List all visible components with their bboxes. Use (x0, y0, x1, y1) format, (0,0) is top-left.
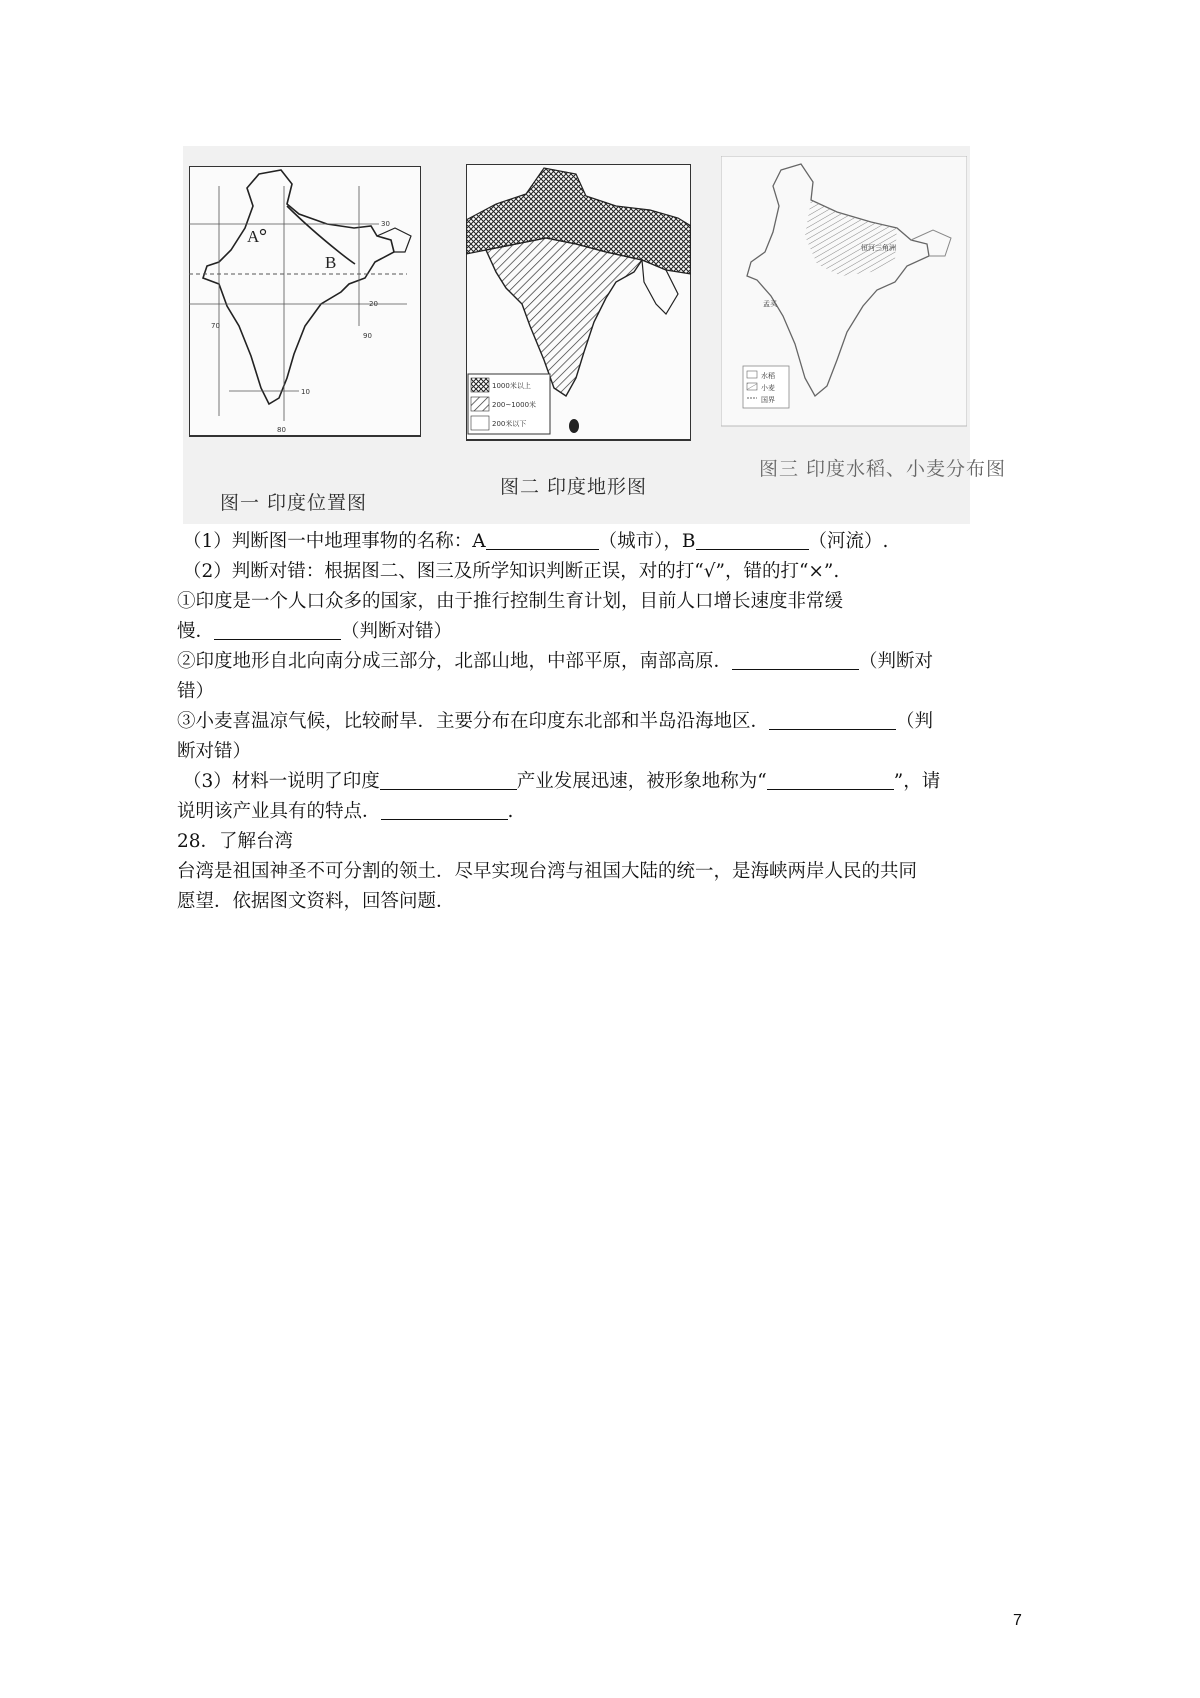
q28-title: 28．了解台湾 (177, 831, 294, 852)
answer-blank-b[interactable] (696, 528, 809, 550)
page-number: 7 (1013, 1612, 1022, 1629)
q3-part-a: （3）材料一说明了印度 (183, 771, 380, 792)
statement1-line2 (177, 617, 1033, 647)
q28-line2: 愿望．依据图文资料，回答问题． (177, 891, 455, 912)
q3-part-d: 说明该产业具有的特点． (177, 801, 381, 822)
q28-line1: 台湾是祖国神圣不可分割的领土．尽早实现台湾与祖国大陆的统一，是海峡两岸人民的共同 (177, 861, 918, 882)
statement2-line1 (177, 647, 1033, 677)
statement3-line1 (177, 707, 1033, 737)
map1-label-a: A (247, 227, 260, 246)
statement3-prefix: ③小麦喜温凉气候，比较耐旱．主要分布在印度东北部和半岛沿海地区． (177, 711, 770, 732)
q1-mid: （城市），B (598, 531, 696, 552)
answer-blank-statement3[interactable] (769, 708, 896, 730)
map1-tick-20: 20 (369, 300, 378, 308)
map3-caption: 图三 印度水稻、小麦分布图 (759, 458, 1007, 480)
map3-legend-border: 国界 (761, 396, 775, 404)
statement2-prefix: ②印度地形自北向南分成三部分，北部山地，中部平原，南部高原． (177, 651, 733, 672)
map1-caption: 图一 印度位置图 (220, 492, 368, 514)
map1-tick-30: 30 (381, 220, 390, 228)
map1-label-b: B (325, 253, 337, 272)
india-location-map (189, 166, 421, 456)
answer-blank-a[interactable] (486, 528, 599, 550)
answer-blank-statement2[interactable] (732, 648, 859, 670)
q1-prefix: （1）判断图一中地理事物的名称：A (183, 531, 486, 552)
map3-legend-rice: 水稻 (761, 372, 775, 380)
statement2-suffix: （判断对 (859, 651, 934, 672)
q1-suffix: （河流）. (808, 531, 889, 552)
answer-blank-industry[interactable] (380, 768, 517, 790)
statement3-suffix: （判 (896, 711, 934, 732)
statement2-line2: 错） (177, 681, 215, 702)
map2-legend-mid: 200~1000米 (492, 401, 537, 409)
answer-blank-nickname[interactable] (767, 768, 894, 790)
figure-strip (183, 146, 1007, 524)
q2-line: （2）判断对错：根据图二、图三及所学知识判断正误，对的打“√”，错的打“×”. (183, 561, 840, 582)
map2-legend-high: 1000米以上 (492, 382, 531, 390)
q3-part-b: 产业发展迅速，被形象地称为“ (516, 771, 767, 792)
q3-part-c: ”，请 (893, 771, 941, 792)
map3-legend-wheat: 小麦 (761, 384, 775, 392)
q3-line1 (183, 767, 1033, 797)
map1-tick-80: 80 (277, 426, 286, 434)
statement1-suffix: （判断对错） (341, 621, 453, 642)
statement1-line1: ①印度是一个人口众多的国家，由于推行控制生育计划，目前人口增长速度非常缓 (177, 591, 844, 612)
map3-place-delta: 恒河三角洲 (861, 244, 896, 252)
statement1-prefix: 慢． (177, 621, 215, 642)
map1-tick-70: 70 (211, 322, 220, 330)
question-text (177, 527, 1033, 917)
india-crop-map (721, 156, 967, 436)
map1-tick-10: 10 (301, 388, 310, 396)
q3-part-e: . (507, 801, 514, 822)
map1-tick-90: 90 (363, 332, 372, 340)
answer-blank-statement1[interactable] (214, 618, 341, 640)
answer-blank-features[interactable] (381, 798, 508, 820)
q1-line (183, 527, 1033, 557)
q3-line2 (177, 797, 1033, 827)
india-terrain-map (466, 164, 691, 456)
map3-place-mumbai: 孟买 (763, 300, 777, 308)
map2-caption: 图二 印度地形图 (500, 476, 648, 498)
statement3-line2: 断对错） (177, 741, 252, 762)
map2-legend-low: 200米以下 (492, 420, 527, 428)
